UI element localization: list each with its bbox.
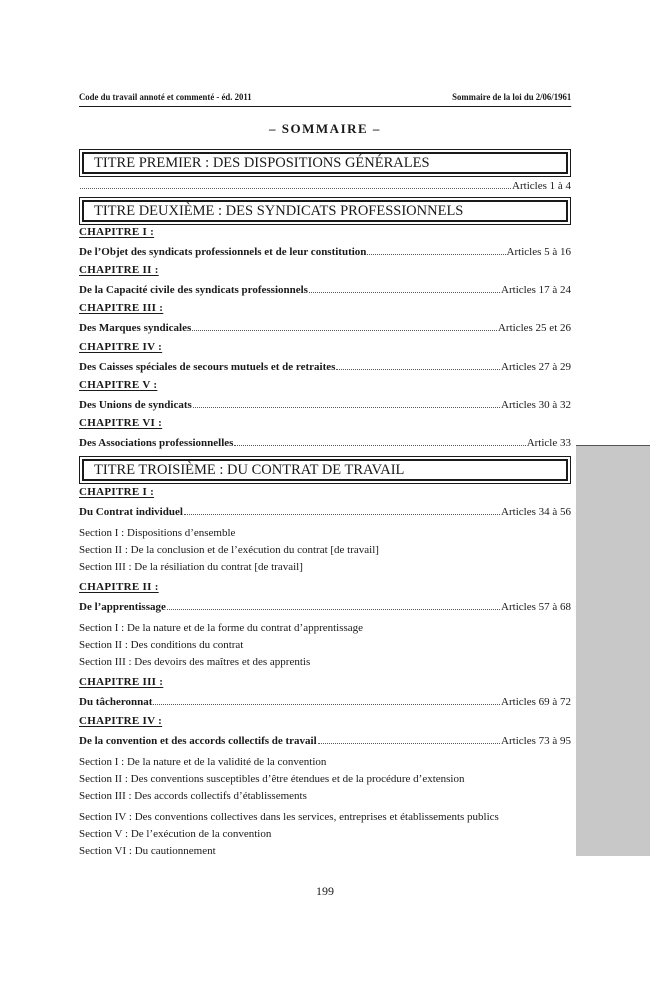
running-header [79, 93, 571, 107]
toc-articles: Articles 1 à 4 [512, 180, 571, 192]
chapter-heading: CHAPITRE I : [79, 486, 155, 498]
titre-premier-label: TITRE PREMIER : DES DISPOSITIONS GÉNÉRALES [82, 152, 568, 174]
toc-label: Des Caisses spéciales de secours mutuels et de retraites [79, 361, 336, 373]
titre-deuxieme-label: TITRE DEUXIÈME : DES SYNDICATS PROFESSIONNELS [82, 200, 568, 222]
section-line: Section IV : Des conventions collectives dans les services, entreprises et établissements publics [79, 811, 499, 823]
toc-articles: Article 33 [526, 437, 571, 449]
toc-label: De l’Objet des syndicats professionnels et de leur constitution [79, 246, 367, 258]
chapter-heading: CHAPITRE IV : [79, 715, 163, 727]
section-line: Section II : Des conditions du contrat [79, 639, 244, 651]
toc-label: Du tâcheronnat [79, 696, 153, 708]
chapter-heading: CHAPITRE V : [79, 379, 158, 391]
titre-deuxieme-box [79, 197, 571, 225]
chapter-heading: CHAPITRE IV : [79, 341, 163, 353]
toc-articles: Articles 27 à 29 [501, 361, 571, 373]
section-line: Section VI : Du cautionnement [79, 845, 216, 857]
page-number: 199 [316, 884, 334, 898]
chapter-heading: CHAPITRE II : [79, 264, 159, 276]
chapter-heading: CHAPITRE I : [79, 226, 155, 238]
toc-articles: Articles 69 à 72 [501, 696, 571, 708]
toc-row[interactable] [79, 284, 571, 296]
toc-articles: Articles 25 et 26 [497, 322, 571, 334]
leader-dots [234, 444, 525, 446]
section-line: Section I : De la nature et de la forme du contrat d’apprentissage [79, 622, 364, 634]
header-right: Sommaire de la loi du 2/06/1961 [452, 93, 572, 103]
leader-dots [80, 187, 511, 189]
section-line: Section II : Des conventions susceptibles d’être étendues et de la procédure d’extension [79, 773, 465, 785]
toc-articles: Articles 17 à 24 [501, 284, 571, 296]
section-line: Section III : Des accords collectifs d’établissements [79, 790, 307, 802]
leader-dots [167, 608, 500, 610]
toc-articles: Articles 34 à 56 [501, 506, 571, 518]
leader-dots [309, 291, 500, 293]
leader-dots [367, 253, 505, 255]
toc-articles: Articles 5 à 16 [506, 246, 571, 258]
toc-label: Des Marques syndicales [79, 322, 192, 334]
toc-label: De la convention et des accords collectifs de travail [79, 735, 317, 747]
toc-row[interactable] [79, 696, 571, 708]
toc-row[interactable] [79, 246, 571, 258]
section-line: Section III : Des devoirs des maîtres et des apprentis [79, 656, 311, 668]
chapter-heading: CHAPITRE II : [79, 581, 159, 593]
chapter-heading: CHAPITRE III : [79, 676, 164, 688]
section-line: Section V : De l’exécution de la convention [79, 828, 272, 840]
toc-articles: Articles 30 à 32 [501, 399, 571, 411]
section-line: Section II : De la conclusion et de l’exécution du contrat [de travail] [79, 544, 379, 556]
thumb-index-tab [576, 445, 650, 856]
toc-row[interactable] [79, 601, 571, 613]
toc-articles: Articles 73 à 95 [501, 735, 571, 747]
titre-premier-box [79, 149, 571, 177]
leader-dots [153, 703, 500, 705]
toc-label: Des Associations professionnelles [79, 437, 234, 449]
titre-troisieme-label: TITRE TROISIÈME : DU CONTRAT DE TRAVAIL [82, 459, 568, 481]
section-line: Section III : De la résiliation du contrat [de travail] [79, 561, 303, 573]
chapter-heading: CHAPITRE III : [79, 302, 164, 314]
leader-dots [193, 406, 500, 408]
toc-row[interactable] [79, 506, 571, 518]
toc-row[interactable] [79, 437, 571, 449]
toc-row[interactable] [79, 361, 571, 373]
section-line: Section I : De la nature et de la validité de la convention [79, 756, 327, 768]
toc-label: De la Capacité civile des syndicats professionnels [79, 284, 308, 296]
toc-row[interactable] [79, 322, 571, 334]
leader-dots [192, 329, 497, 331]
toc-row[interactable] [79, 399, 571, 411]
leader-dots [318, 742, 500, 744]
header-left: Code du travail annoté et commenté - éd. 2011 [79, 93, 252, 103]
toc-row[interactable] [79, 735, 571, 747]
toc-articles: Articles 57 à 68 [501, 601, 571, 613]
page-title: – SOMMAIRE – [269, 121, 381, 136]
titre-troisieme-box [79, 456, 571, 484]
toc-label: Des Unions de syndicats [79, 399, 192, 411]
toc-label: Du Contrat individuel [79, 506, 183, 518]
toc-row-titre1[interactable] [79, 180, 571, 192]
toc-label: De l’apprentissage [79, 601, 166, 613]
section-line: Section I : Dispositions d’ensemble [79, 527, 236, 539]
leader-dots [184, 513, 500, 515]
chapter-heading: CHAPITRE VI : [79, 417, 163, 429]
leader-dots [336, 368, 500, 370]
